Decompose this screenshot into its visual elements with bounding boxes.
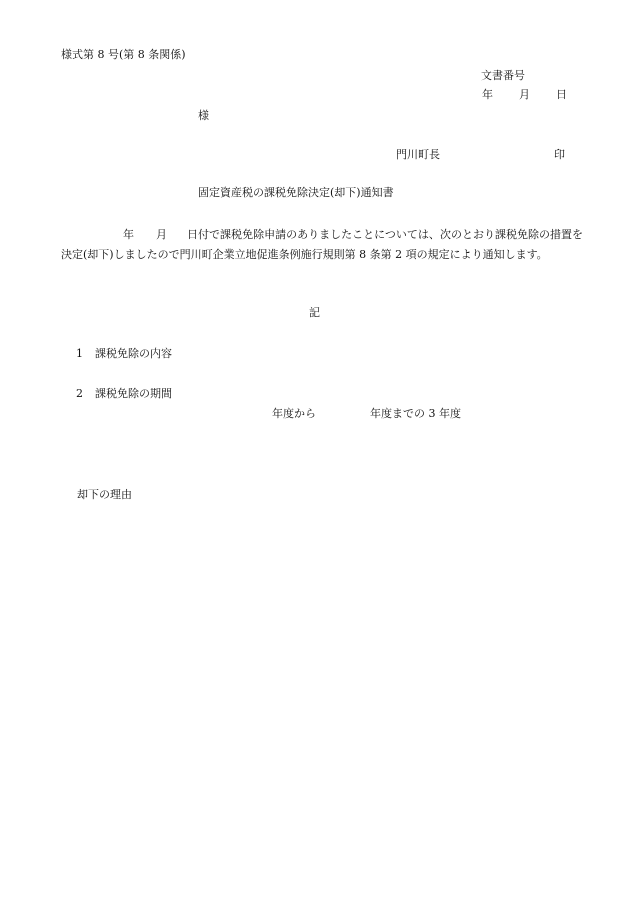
ki-heading: 記 [309,306,320,319]
period-to: 年度までの 3 年度 [370,407,461,420]
item-label: 課税免除の内容 [95,347,172,360]
body-month-label: 月 [156,228,168,241]
body-text: 日付で課税免除申請のありましたことについては、次のとおり課税免除の措置を決定(却下)しましたので門川町企業立地促進条例施行規則第 8 条第 2 項の規定により通知します。 [61,228,584,261]
item-label: 課税免除の期間 [95,387,172,400]
body-paragraph [61,225,583,265]
date-day-label: 日 [556,88,567,101]
issuer-title: 門川町長 [396,148,440,161]
period-from: 年度から [272,407,316,420]
date-year-label: 年 [482,88,493,101]
item-number: 2 [76,387,83,400]
rejection-reason-label: 却下の理由 [77,488,132,501]
form-number-label: 様式第 8 号(第 8 条関係) [61,48,186,61]
seal-mark: 印 [554,148,565,161]
body-year-label: 年 [123,228,135,241]
item-number: 1 [76,347,83,360]
document-title: 固定資産税の課税免除決定(却下)通知書 [198,186,394,199]
document-number-label: 文書番号 [481,69,525,82]
date-month-label: 月 [519,88,530,101]
recipient-suffix: 様 [198,109,209,122]
